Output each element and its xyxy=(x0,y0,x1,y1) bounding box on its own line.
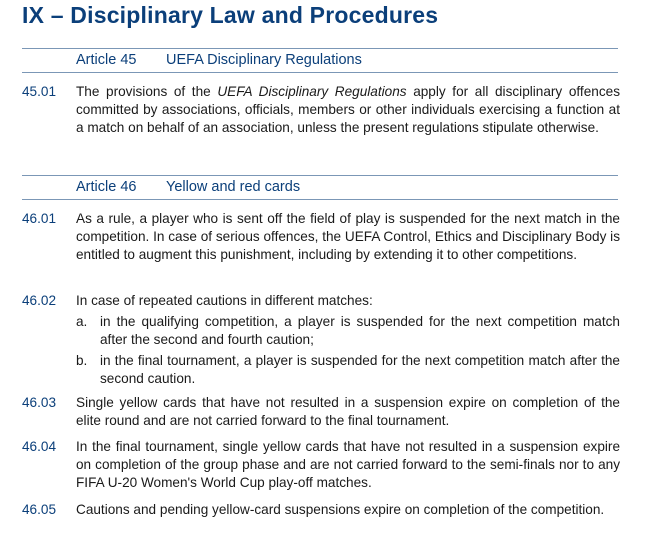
text-segment: apply for all disciplinary offences committed by associations, officials, members or other individuals exercising a function at a match on behalf of an association, unless the present regulations stipulate otherwise. xyxy=(76,84,620,135)
paragraph-text: Single yellow cards that have not resulted in a suspension expire on completion of the elite round and are not carried forward to the final tournament. xyxy=(76,395,620,428)
paragraph-text: In case of repeated cautions in different matches: xyxy=(76,293,373,308)
list-item-letter: a. xyxy=(76,314,88,329)
paragraph-text: As a rule, a player who is sent off the field of play is suspended for the next match in the competition. In case of serious offences, the UEFA Control, Ethics and Disciplinary Body is entitled to augment this punishment, including by extending it to other competitions. xyxy=(76,211,620,262)
list-item-text: in the qualifying competition, a player is suspended for the next competition match after the second and fourth caution; xyxy=(100,314,620,347)
article-number: Article 45 xyxy=(76,52,137,68)
paragraph-number: 45.01 xyxy=(22,84,57,99)
article-45-heading xyxy=(22,48,618,73)
article-number: Article 46 xyxy=(76,179,137,195)
list-item-letter: b. xyxy=(76,353,88,368)
paragraph-number: 46.05 xyxy=(22,502,57,517)
paragraph-number: 46.02 xyxy=(22,293,57,308)
paragraph-text: Cautions and pending yellow-card suspensions expire on completion of the competition. xyxy=(76,502,605,517)
article-title: UEFA Disciplinary Regulations xyxy=(166,52,362,68)
article-title: Yellow and red cards xyxy=(166,179,301,195)
list-item xyxy=(76,313,620,349)
text-segment: The provisions of the xyxy=(76,84,218,99)
paragraph-46-01 xyxy=(22,210,620,264)
paragraph-46-05 xyxy=(22,501,620,519)
paragraph-text: In the final tournament, single yellow cards that have not resulted in a suspension expire on completion of the group phase and are not carried forward to the semi-finals nor to any FIFA U-20 Women's World Cup play-off matches. xyxy=(76,439,620,490)
paragraph-46-03 xyxy=(22,394,620,430)
paragraph-text xyxy=(76,83,620,137)
paragraph-number: 46.01 xyxy=(22,211,57,226)
paragraph-number: 46.03 xyxy=(22,395,57,410)
paragraph-number: 46.04 xyxy=(22,439,57,454)
paragraph-46-02 xyxy=(22,292,620,388)
paragraph-46-04 xyxy=(22,438,620,492)
list-item-text: in the final tournament, a player is suspended for the next competition match after the second caution. xyxy=(100,353,620,386)
chapter-title: IX – Disciplinary Law and Procedures xyxy=(22,2,439,28)
list-item xyxy=(76,352,620,388)
italic-title: UEFA Disciplinary Regulations xyxy=(217,84,407,99)
paragraph-45-01 xyxy=(22,83,620,137)
article-46-heading xyxy=(22,175,618,200)
